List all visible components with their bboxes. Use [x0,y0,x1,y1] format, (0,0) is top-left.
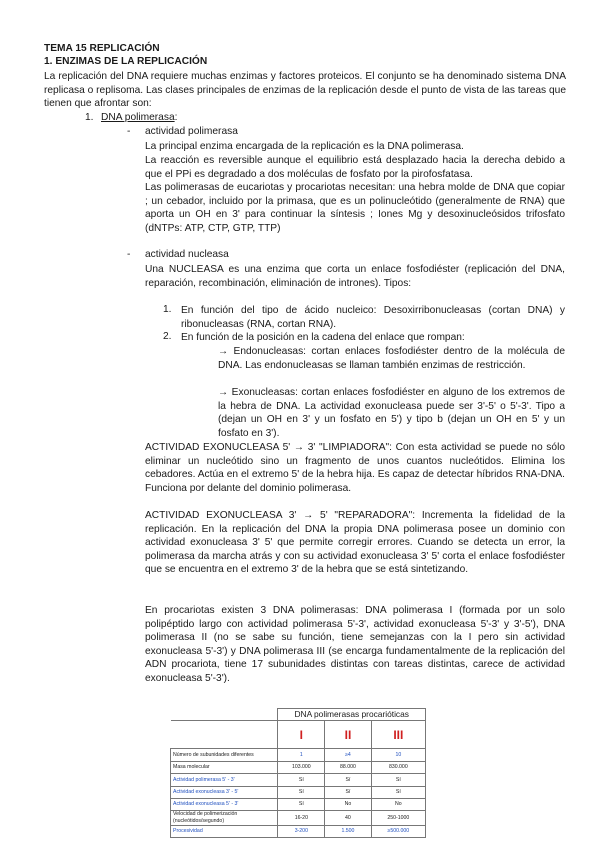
paragraph: La principal enzima encargada de la replicación es la DNA polimerasa. [145,141,464,152]
paragraph: La reacción es reversible aunque el equilibrio está desplazado hacia la derecha debido a que el PPi es degradado a dos moléculas de fosfato por la pirofosfatasa. [145,155,565,180]
table-cell: Sí [371,786,425,798]
table-cell: Sí [325,786,371,798]
list-item-colon: : [174,112,178,123]
table-row [171,761,426,773]
table-cell: 1 [278,749,325,761]
table-cell: Sí [278,774,325,786]
table-cell: 40 [325,811,371,825]
table-cell: 250-1000 [371,811,425,825]
column-heading: I [278,721,325,749]
table-cell: 103.000 [278,761,325,773]
bullet-dash: - [127,126,131,137]
table-cell: ≥4 [325,749,371,761]
list-number: 1. [85,112,94,123]
table-cell: 830.000 [371,761,425,773]
bullet-dash: - [127,249,131,260]
table-row [171,786,426,798]
row-label: Actividad polimerasa 5' - 3' [171,774,278,786]
table-corner [171,709,278,721]
table-cell: 10 [371,749,425,761]
endonucleases-paragraph: → Endonucleasas: cortan enlaces fosfodiéster dentro de la molécula de DNA. Las endonucleasas se llaman también enzimas de restricción. [218,346,565,371]
subsection-label: actividad polimerasa [145,126,238,137]
table-cell: Sí [278,798,325,810]
paragraph: Una NUCLEASA es una enzima que corta un enlace fosfodiéster (replicación del DNA, reparación, recombinación, eliminación de intrones). Tipos: [145,264,565,289]
table-cell: 1.500 [325,825,371,837]
intro-paragraph: La replicación del DNA requiere muchas enzimas y factores proteicos. El conjunto se ha denominado sistema DNA replicasa o replisoma. Las clases principales de enzimas de la replicación desde el punto de vista de las tareas que tienen que afrontar son: [44,71,566,110]
section-heading: 1. ENZIMAS DE LA REPLICACIÓN [44,56,208,67]
column-heading: II [325,721,371,749]
table-row [171,798,426,810]
exonucleases-paragraph: → Exonucleasas: cortan enlaces fosfodiéster en alguno de los extremos de la hebra de DNA. La actividad exonucleasa puede ser 3'-5' o 5'-3'. Tipo a (dejan un OH en 3' y un fosfato en 5') y tipo b (dejan un OH en 5' y un fosfato en 3'). [218,387,565,439]
row-label: Velocidad de polimerización (nucleótidos/segundo) [171,811,278,825]
row-label: Número de subunidades diferentes [171,749,278,761]
table-cell: 16-20 [278,811,325,825]
list-number: 2. [163,331,172,342]
table-cell: Sí [278,786,325,798]
row-label: Actividad exonucleasa 3' - 5' [171,786,278,798]
row-label: Actividad exonucleasa 5' - 3' [171,798,278,810]
exonuclease-3-5-paragraph: ACTIVIDAD EXONUCLEASA 3' → 5' "REPARADORA": Incrementa la fidelidad de la replicación. En la replicación del DNA la propia DNA polimerasa posee un dominio con actividad exonucleasa 3' 5' que permite corregir errores. Cuando se detecta un error, la polimerasa da marcha atrás y con su actividad exonucleasa 3' 5' corta el enlace fosfodiéster que se encuentra en el extremo 3' de la hebra que se está sintetizando. [145,510,565,576]
row-label: Procesividad [171,825,278,837]
table-cell: 3-200 [278,825,325,837]
prokaryotes-paragraph: En procariotas existen 3 DNA polimerasas: DNA polimerasa I (formada por un solo polipéptido largo con actividad polimerasa 5'-3', actividad exonucleasa 5'-3' y 3'-5'), DNA polimerasa II (no se sabe su función, tiene semejanzas con la I pero sin actividad exonucleasa 5'-3') y DNA polimerasa III (se encarga fundamentalmente de la replicación del ADN procariota, tiene 17 subunidades distintas con tareas distintas, carece de actividad exonucleasa 5'-3'). [145,605,565,684]
table-cell: ≥500.000 [371,825,425,837]
list-item: En función de la posición en la cadena del enlace que rompan: [181,332,465,343]
column-heading: III [371,721,425,749]
table-cell [171,721,278,749]
table-row [171,825,426,837]
doc-title: TEMA 15 REPLICACIÓN [44,43,160,54]
table-cell: No [371,798,425,810]
table-cell: Sí [371,774,425,786]
row-label: Masa molecular [171,761,278,773]
table-cell: 88.000 [325,761,371,773]
list-item-heading [101,112,177,123]
list-number: 1. [163,304,172,315]
polymerase-table [170,708,426,838]
table-cell: Sí [325,774,371,786]
list-item-heading-text: DNA polimerasa [101,112,175,123]
exonuclease-5-3-paragraph: ACTIVIDAD EXONUCLEASA 5' → 3' "LIMPIADORA": Con esta actividad se puede no sólo eliminar un nucleótido sino un fragmento de unos cuantos nucleótidos. Elimina los cebadores. Actúa en el extremo 5' de la hebra hija. Es capaz de detectar híbridos RNA-DNA. Funciona por delante del dominio polimerasa. [145,442,565,494]
subsection-label: actividad nucleasa [145,249,229,260]
table-row [171,749,426,761]
table-row [171,811,426,825]
paragraph: Las polimerasas de eucariotas y procariotas necesitan: una hebra molde de DNA que copiar ; un cebador, incluido por la primasa, que es un polinucleótido (generalmente de RNA) que aporta un OH en 3' para continuar la síntesis ; Iones Mg y desoxinucleósidos trifosfato (dNTPs: ATP, CTP, GTP, TTP) [145,182,565,234]
table-header: DNA polimerasas procarióticas [278,709,426,721]
list-item: En función del tipo de ácido nucleico: Desoxirribonucleasas (cortan DNA) y ribonucleasas (RNA, cortan RNA). [181,305,565,330]
table-body [171,749,426,838]
table-cell: No [325,798,371,810]
table-row [171,774,426,786]
